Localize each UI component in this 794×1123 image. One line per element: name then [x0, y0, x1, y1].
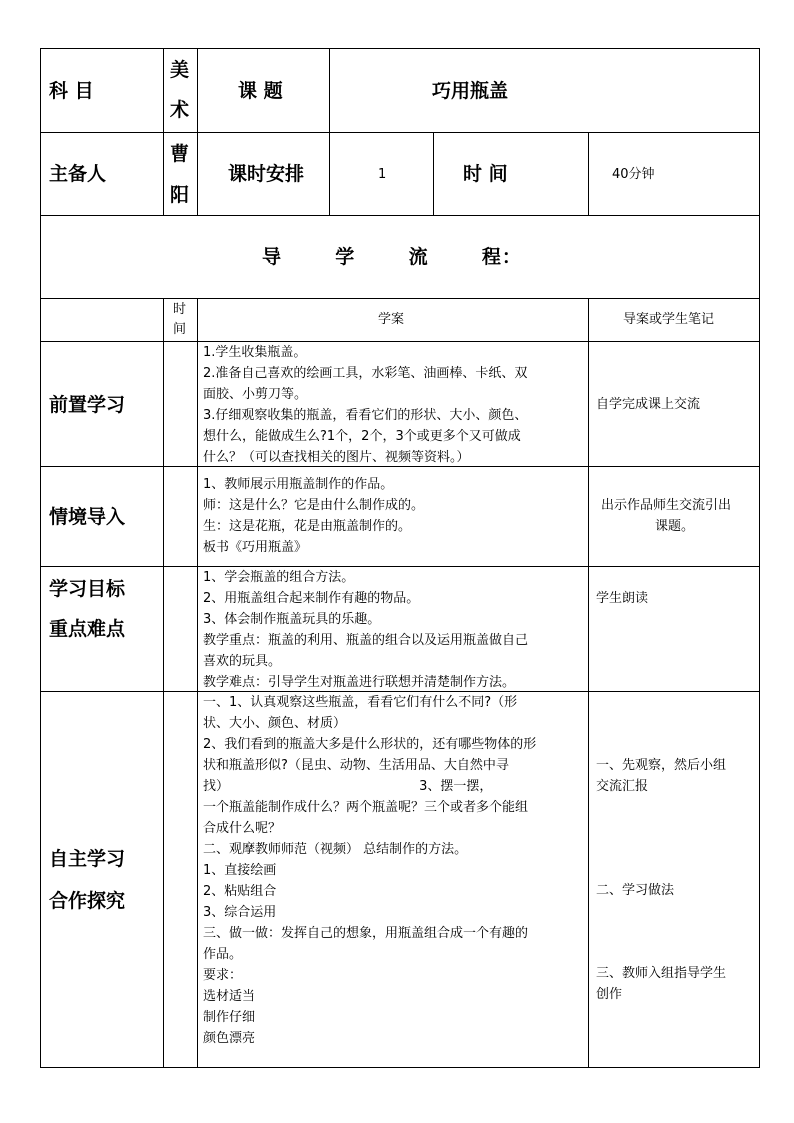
time-label: 时 间 — [463, 163, 508, 185]
plan-line: 教学难点：引导学生对瓶盖进行联想并清楚制作方法。 — [203, 675, 516, 690]
plan-line: 三、做一做：发挥自己的想象，用瓶盖组合成一个有趣的 — [203, 926, 529, 941]
table-border-bottom — [40, 1067, 760, 1068]
section-note: 学生朗读 — [596, 591, 649, 606]
plan-line: 2.准备自己喜欢的绘画工具，水彩笔、油画棒、卡纸、双 — [203, 366, 528, 381]
plan-line: 一个瓶盖能制作成什么？两个瓶盖呢？三个或者多个能组 — [203, 800, 529, 815]
plan-line: 1、教师展示用瓶盖制作的作品。 — [203, 477, 394, 492]
subject-label: 科 目 — [49, 80, 94, 102]
plan-line: 制作仔细 — [203, 1010, 256, 1025]
section-title: 合作探究 — [49, 890, 126, 912]
plan-line: 2、粘贴组合 — [203, 884, 277, 899]
col-divider — [329, 48, 330, 216]
plan-line: 板书《巧用瓶盖》 — [203, 540, 308, 555]
plan-line: 状、大小、颜色、材质） — [203, 716, 347, 731]
plan-line: 作品。 — [203, 947, 243, 962]
section-title: 前置学习 — [49, 394, 126, 416]
plan-line: 喜欢的玩具。 — [203, 654, 282, 669]
plan-line: 要求： — [203, 968, 243, 983]
section-title: 学习目标 — [49, 578, 126, 600]
col-divider — [163, 298, 164, 1068]
preparer-value-char-2: 阳 — [170, 184, 190, 206]
table-border-top — [40, 48, 760, 49]
preparer-label: 主备人 — [49, 163, 107, 185]
column-header-plan: 学案 — [378, 312, 405, 327]
col-divider — [588, 298, 589, 1068]
table-border-right — [759, 48, 760, 1068]
column-header-time-char-1: 时 — [173, 302, 187, 317]
plan-line: 想什么，能做成生么?1个，2个，3个或更多个又可做成 — [203, 429, 521, 444]
note-line: 交流汇报 — [596, 779, 649, 794]
plan-line: 生：这是花瓶，花是由瓶盖制作的。 — [203, 519, 412, 534]
section-note — [601, 495, 731, 537]
section-note — [596, 755, 726, 797]
col-divider — [433, 132, 434, 216]
section-note — [596, 963, 726, 1005]
note-line: 出示作品师生交流引出 — [601, 498, 732, 513]
topic-value: 巧用瓶盖 — [432, 80, 509, 102]
topic-label: 课 题 — [238, 80, 283, 102]
plan-line: 3、体会制作瓶盖玩具的乐趣。 — [203, 612, 381, 627]
plan-line: 1.学生收集瓶盖。 — [203, 345, 307, 360]
plan-line: 1、学会瓶盖的组合方法。 — [203, 570, 355, 585]
note-line: 课题。 — [655, 519, 695, 534]
row-divider — [40, 132, 760, 133]
plan-line: 二、观摩教师师范（视频） 总结制作的方法。 — [203, 842, 468, 857]
section-plan-text — [203, 692, 536, 1049]
note-line: 三、教师入组指导学生 — [596, 966, 727, 981]
plan-line: 颜色漂亮 — [203, 1031, 256, 1046]
subject-value-char-2: 术 — [170, 99, 190, 121]
col-divider — [197, 48, 198, 216]
plan-line: 一、1、认真观察这些瓶盖，看看它们有什么不同?（形 — [203, 695, 518, 710]
subject-value-char-1: 美 — [170, 59, 190, 81]
plan-line: 选材适当 — [203, 989, 256, 1004]
table-border-left — [40, 48, 41, 1068]
plan-line: 2、用瓶盖组合起来制作有趣的物品。 — [203, 591, 420, 606]
section-plan-text — [203, 342, 527, 468]
column-header-time-char-2: 间 — [173, 322, 187, 337]
plan-line: 什么？（可以查找相关的图片、视频等资料。） — [203, 450, 470, 465]
plan-line: 找） 3、摆一摆， — [203, 779, 493, 794]
note-line: 创作 — [596, 987, 623, 1002]
plan-line: 3.仔细观察收集的瓶盖，看看它们的形状、大小、颜色、 — [203, 408, 528, 423]
time-value: 40分钟 — [612, 167, 655, 182]
section-plan-text — [203, 567, 528, 693]
column-header-notes: 导案或学生笔记 — [623, 312, 715, 327]
section-title: 重点难点 — [49, 618, 126, 640]
plan-line: 教学重点：瓶盖的利用、瓶盖的组合以及运用瓶盖做自己 — [203, 633, 529, 648]
section-note: 二、学习做法 — [596, 883, 675, 898]
plan-line: 师：这是什么？它是由什么制作成的。 — [203, 498, 425, 513]
section-note: 自学完成课上交流 — [596, 397, 701, 412]
preparer-value-char-1: 曹 — [170, 143, 190, 165]
plan-line: 面胶、小剪刀等。 — [203, 387, 308, 402]
col-divider — [588, 132, 589, 216]
section-plan-text — [203, 474, 424, 558]
row-divider — [40, 298, 760, 299]
section-title: 情境导入 — [49, 506, 126, 528]
plan-line: 状和瓶盖形似?（昆虫、动物、生活用品、大自然中寻 — [203, 758, 509, 773]
plan-line: 1、直接绘画 — [203, 863, 277, 878]
col-divider — [197, 298, 198, 1068]
note-line: 一、先观察，然后小组 — [596, 758, 727, 773]
schedule-value: 1 — [378, 167, 387, 182]
flow-title: 导 学 流 程： — [262, 246, 522, 268]
section-title: 自主学习 — [49, 848, 126, 870]
row-divider — [40, 215, 760, 216]
plan-line: 合成什么呢？ — [203, 821, 282, 836]
col-divider — [163, 48, 164, 216]
plan-line: 2、我们看到的瓶盖大多是什么形状的，还有哪些物体的形 — [203, 737, 537, 752]
plan-line: 3、综合运用 — [203, 905, 277, 920]
schedule-label: 课时安排 — [228, 163, 305, 185]
